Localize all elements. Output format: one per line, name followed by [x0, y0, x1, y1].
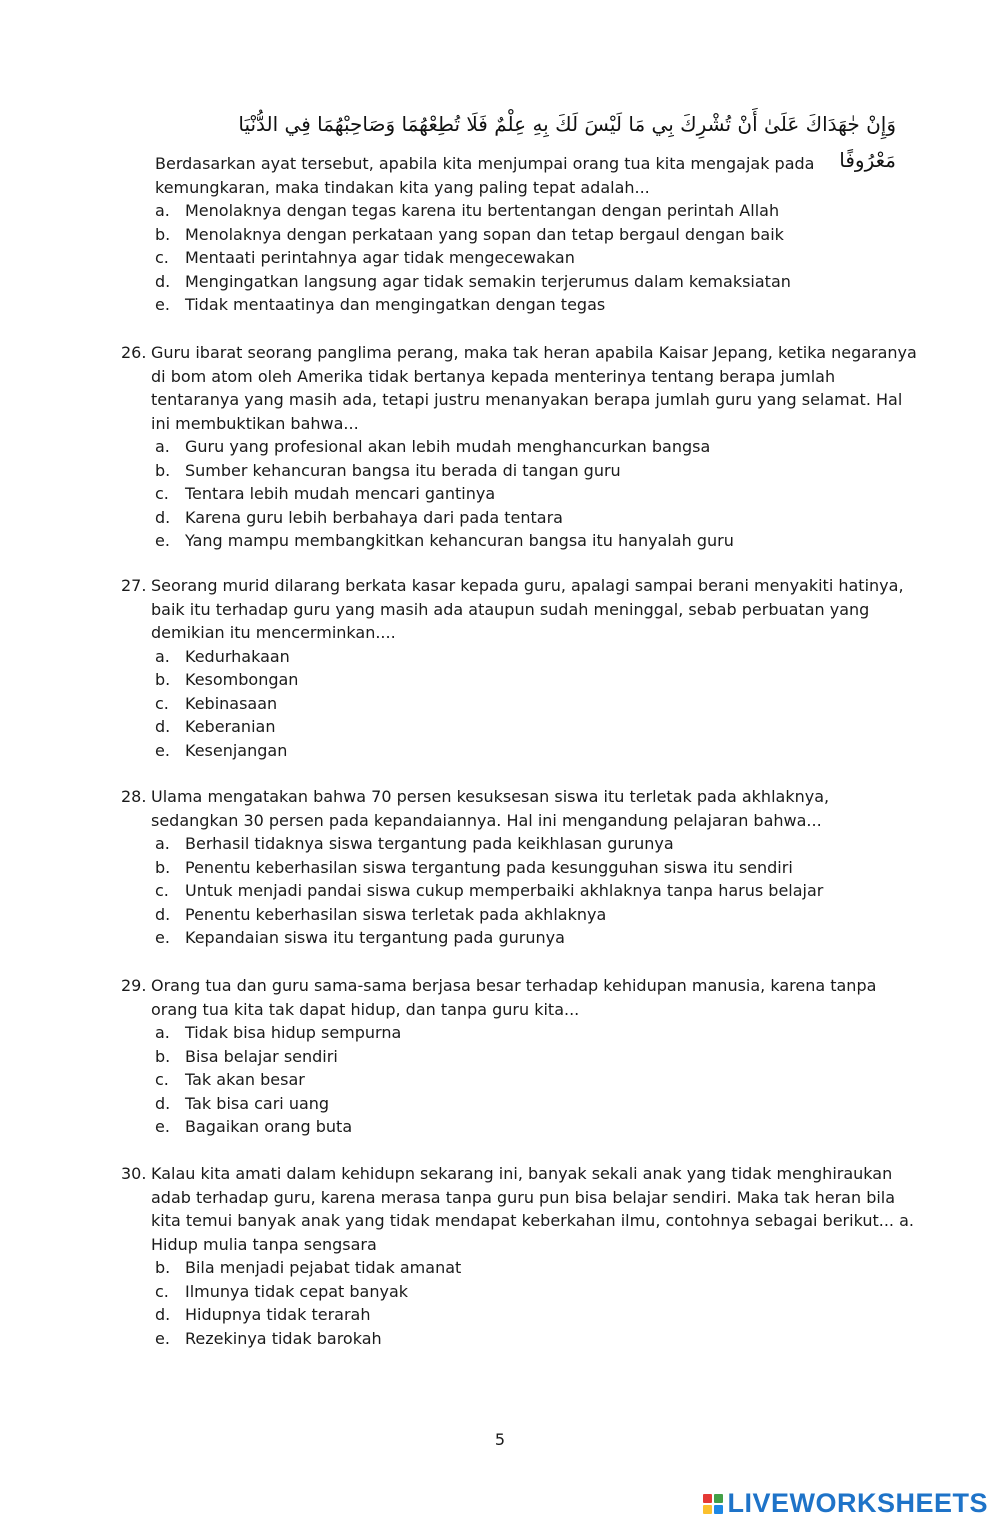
- option-letter: e.: [155, 1117, 170, 1136]
- option-text: Penentu keberhasilan siswa tergantung pada kesungguhan siswa itu sendiri: [185, 857, 793, 877]
- option-item[interactable]: [155, 692, 921, 716]
- option-list: [155, 199, 915, 317]
- option-letter: d.: [155, 1305, 171, 1324]
- option-letter: b.: [155, 857, 171, 877]
- option-text: Tidak bisa hidup sempurna: [185, 1023, 402, 1042]
- option-text: Hidupnya tidak terarah: [185, 1305, 371, 1324]
- option-letter: c.: [155, 484, 169, 503]
- option-letter: b.: [155, 460, 171, 480]
- option-list: [155, 1256, 921, 1350]
- option-letter: e.: [155, 531, 170, 550]
- question-26: [121, 341, 921, 553]
- question-number: 28.: [121, 787, 147, 806]
- option-text: Kedurhakaan: [185, 646, 290, 666]
- option-item[interactable]: [155, 1280, 921, 1304]
- option-letter: c.: [155, 248, 169, 267]
- logo-square: [714, 1494, 723, 1503]
- option-text: Berhasil tidaknya siswa tergantung pada keikhlasan gurunya: [185, 834, 674, 853]
- option-letter: c.: [155, 1070, 169, 1089]
- option-letter: d.: [155, 271, 171, 291]
- option-list: [155, 832, 921, 950]
- option-item[interactable]: [155, 645, 921, 669]
- question-30: [121, 1162, 921, 1350]
- option-text: Menolaknya dengan perkataan yang sopan dan tetap bergaul dengan baik: [185, 224, 784, 244]
- option-letter: c.: [155, 1281, 169, 1301]
- option-item[interactable]: [155, 1045, 921, 1069]
- question-27: [121, 574, 921, 762]
- option-item[interactable]: [155, 903, 921, 927]
- option-item[interactable]: [155, 715, 921, 739]
- question-number: 29.: [121, 976, 147, 995]
- option-item[interactable]: [155, 435, 921, 459]
- option-letter: e.: [155, 1328, 170, 1348]
- option-item[interactable]: [155, 668, 921, 692]
- option-text: Kesenjangan: [185, 740, 288, 760]
- option-letter: a.: [155, 437, 170, 456]
- option-letter: b.: [155, 670, 171, 689]
- option-text: Kesombongan: [185, 670, 299, 689]
- question-text: Ulama mengatakan bahwa 70 persen kesuksesan siswa itu terletak pada akhlaknya, sedangkan 30 persen pada kepandaiannya. Hal ini mengandung pelajaran bahwa...: [151, 787, 830, 830]
- option-text: Rezekinya tidak barokah: [185, 1328, 382, 1348]
- option-list: [155, 1021, 921, 1139]
- option-item[interactable]: [155, 1092, 921, 1116]
- option-letter: b.: [155, 224, 171, 244]
- option-item[interactable]: [155, 482, 921, 506]
- option-item[interactable]: [155, 199, 915, 223]
- option-text: Karena guru lebih berbahaya dari pada tentara: [185, 507, 563, 527]
- option-text: Penentu keberhasilan siswa terletak pada akhlaknya: [185, 904, 607, 924]
- option-item[interactable]: [155, 1327, 921, 1351]
- logo-text: LIVEWORKSHEETS: [727, 1488, 988, 1518]
- option-letter: d.: [155, 1093, 171, 1113]
- option-text: Bisa belajar sendiri: [185, 1046, 338, 1066]
- option-item[interactable]: [155, 1303, 921, 1327]
- option-item[interactable]: [155, 1068, 921, 1092]
- logo-square: [703, 1494, 712, 1503]
- logo-grid-icon: [703, 1494, 723, 1514]
- option-letter: a.: [155, 834, 170, 853]
- option-letter: c.: [155, 693, 169, 713]
- option-letter: d.: [155, 717, 171, 736]
- option-item[interactable]: [155, 223, 915, 247]
- option-text: Bagaikan orang buta: [185, 1117, 353, 1136]
- option-text: Tak akan besar: [185, 1070, 305, 1089]
- question-number: 30.: [121, 1164, 147, 1183]
- question-29: [121, 974, 921, 1139]
- option-text: Tidak mentaatinya dan mengingatkan dengan tegas: [185, 295, 606, 314]
- option-text: Kebinasaan: [185, 693, 278, 713]
- option-letter: e.: [155, 928, 170, 947]
- option-item[interactable]: [155, 832, 921, 856]
- option-text: Sumber kehancuran bangsa itu berada di tangan guru: [185, 460, 621, 480]
- page-number: 5: [494, 1430, 506, 1449]
- option-item[interactable]: [155, 926, 921, 950]
- intro-question: [155, 152, 915, 317]
- option-text: Untuk menjadi pandai siswa cukup memperbaiki akhlaknya tanpa harus belajar: [185, 881, 824, 900]
- option-item[interactable]: [155, 1021, 921, 1045]
- option-letter: c.: [155, 881, 169, 900]
- option-item[interactable]: [155, 459, 921, 483]
- option-letter: d.: [155, 904, 171, 924]
- question-number: 26.: [121, 343, 147, 362]
- option-list: [155, 645, 921, 763]
- option-letter: a.: [155, 201, 170, 220]
- option-item[interactable]: [155, 1256, 921, 1280]
- option-text: Tentara lebih mudah mencari gantinya: [185, 484, 496, 503]
- option-text: Keberanian: [185, 717, 276, 736]
- question-text: Guru ibarat seorang panglima perang, maka tak heran apabila Kaisar Jepang, ketika negaranya di bom atom oleh Amerika tidak bertanya kepada menterinya tentang berapa jumlah tentaranya yang masih ada, tetapi justru menanyakan berapa jumlah guru yang selamat. Hal ini membuktikan bahwa...: [151, 343, 917, 433]
- option-text: Bila menjadi pejabat tidak amanat: [185, 1258, 462, 1277]
- option-letter: b.: [155, 1258, 171, 1277]
- option-text: Mentaati perintahnya agar tidak mengecewakan: [185, 248, 575, 267]
- arabic-verse: وَإِنْ جٰهَدَاكَ عَلَىٰ أَنْ تُشْرِكَ بِي مَا لَيْسَ لَكَ بِهِ عِلْمٌ فَلَا تُطِعْهُمَا وَصَاحِبْهُمَا فِي الدُّنْيَا مَعْرُوفًا: [238, 112, 896, 172]
- option-item[interactable]: [155, 506, 921, 530]
- option-list: [155, 435, 921, 553]
- liveworksheets-logo[interactable]: [703, 1488, 988, 1519]
- logo-square: [703, 1505, 712, 1514]
- option-item[interactable]: [155, 246, 915, 270]
- option-item[interactable]: [155, 879, 921, 903]
- option-letter: b.: [155, 1046, 171, 1066]
- question-text: Seorang murid dilarang berkata kasar kepada guru, apalagi sampai berani menyakiti hatinya, baik itu terhadap guru yang masih ada ataupun sudah meninggal, sebab perbuatan yang demikian itu mencerminkan....: [151, 576, 904, 642]
- question-number: 27.: [121, 576, 147, 595]
- option-item[interactable]: [155, 856, 921, 880]
- option-item[interactable]: [155, 739, 921, 763]
- logo-square: [714, 1505, 723, 1514]
- option-letter: e.: [155, 740, 170, 760]
- option-item[interactable]: [155, 529, 921, 553]
- option-text: Menolaknya dengan tegas karena itu bertentangan dengan perintah Allah: [185, 201, 780, 220]
- question-28: [121, 785, 921, 950]
- option-item[interactable]: [155, 270, 915, 294]
- option-text: Guru yang profesional akan lebih mudah menghancurkan bangsa: [185, 437, 711, 456]
- option-text: Tak bisa cari uang: [185, 1093, 330, 1113]
- question-text: Kalau kita amati dalam kehidupn sekarang ini, banyak sekali anak yang tidak menghiraukan adab terhadap guru, karena merasa tanpa guru pun bisa belajar sendiri. Maka tak heran bila kita temui banyak anak yang tidak mendapat keberkahan ilmu, contohnya sebagai berikut... a. Hidup mulia tanpa sengsara: [151, 1164, 914, 1254]
- option-letter: e.: [155, 295, 170, 314]
- option-letter: a.: [155, 1023, 170, 1042]
- option-item[interactable]: [155, 293, 915, 317]
- option-text: Kepandaian siswa itu tergantung pada gurunya: [185, 928, 565, 947]
- option-letter: a.: [155, 646, 170, 666]
- option-text: Yang mampu membangkitkan kehancuran bangsa itu hanyalah guru: [185, 531, 734, 550]
- option-letter: d.: [155, 507, 171, 527]
- option-item[interactable]: [155, 1115, 921, 1139]
- option-text: Ilmunya tidak cepat banyak: [185, 1281, 409, 1301]
- question-text: Orang tua dan guru sama-sama berjasa besar terhadap kehidupan manusia, karena tanpa orang tua kita tak dapat hidup, dan tanpa guru kita...: [151, 976, 877, 1019]
- question-text: Berdasarkan ayat tersebut, apabila kita menjumpai orang tua kita mengajak pada kemungkaran, maka tindakan kita yang paling tepat adalah...: [155, 154, 815, 197]
- option-text: Mengingatkan langsung agar tidak semakin terjerumus dalam kemaksiatan: [185, 271, 791, 291]
